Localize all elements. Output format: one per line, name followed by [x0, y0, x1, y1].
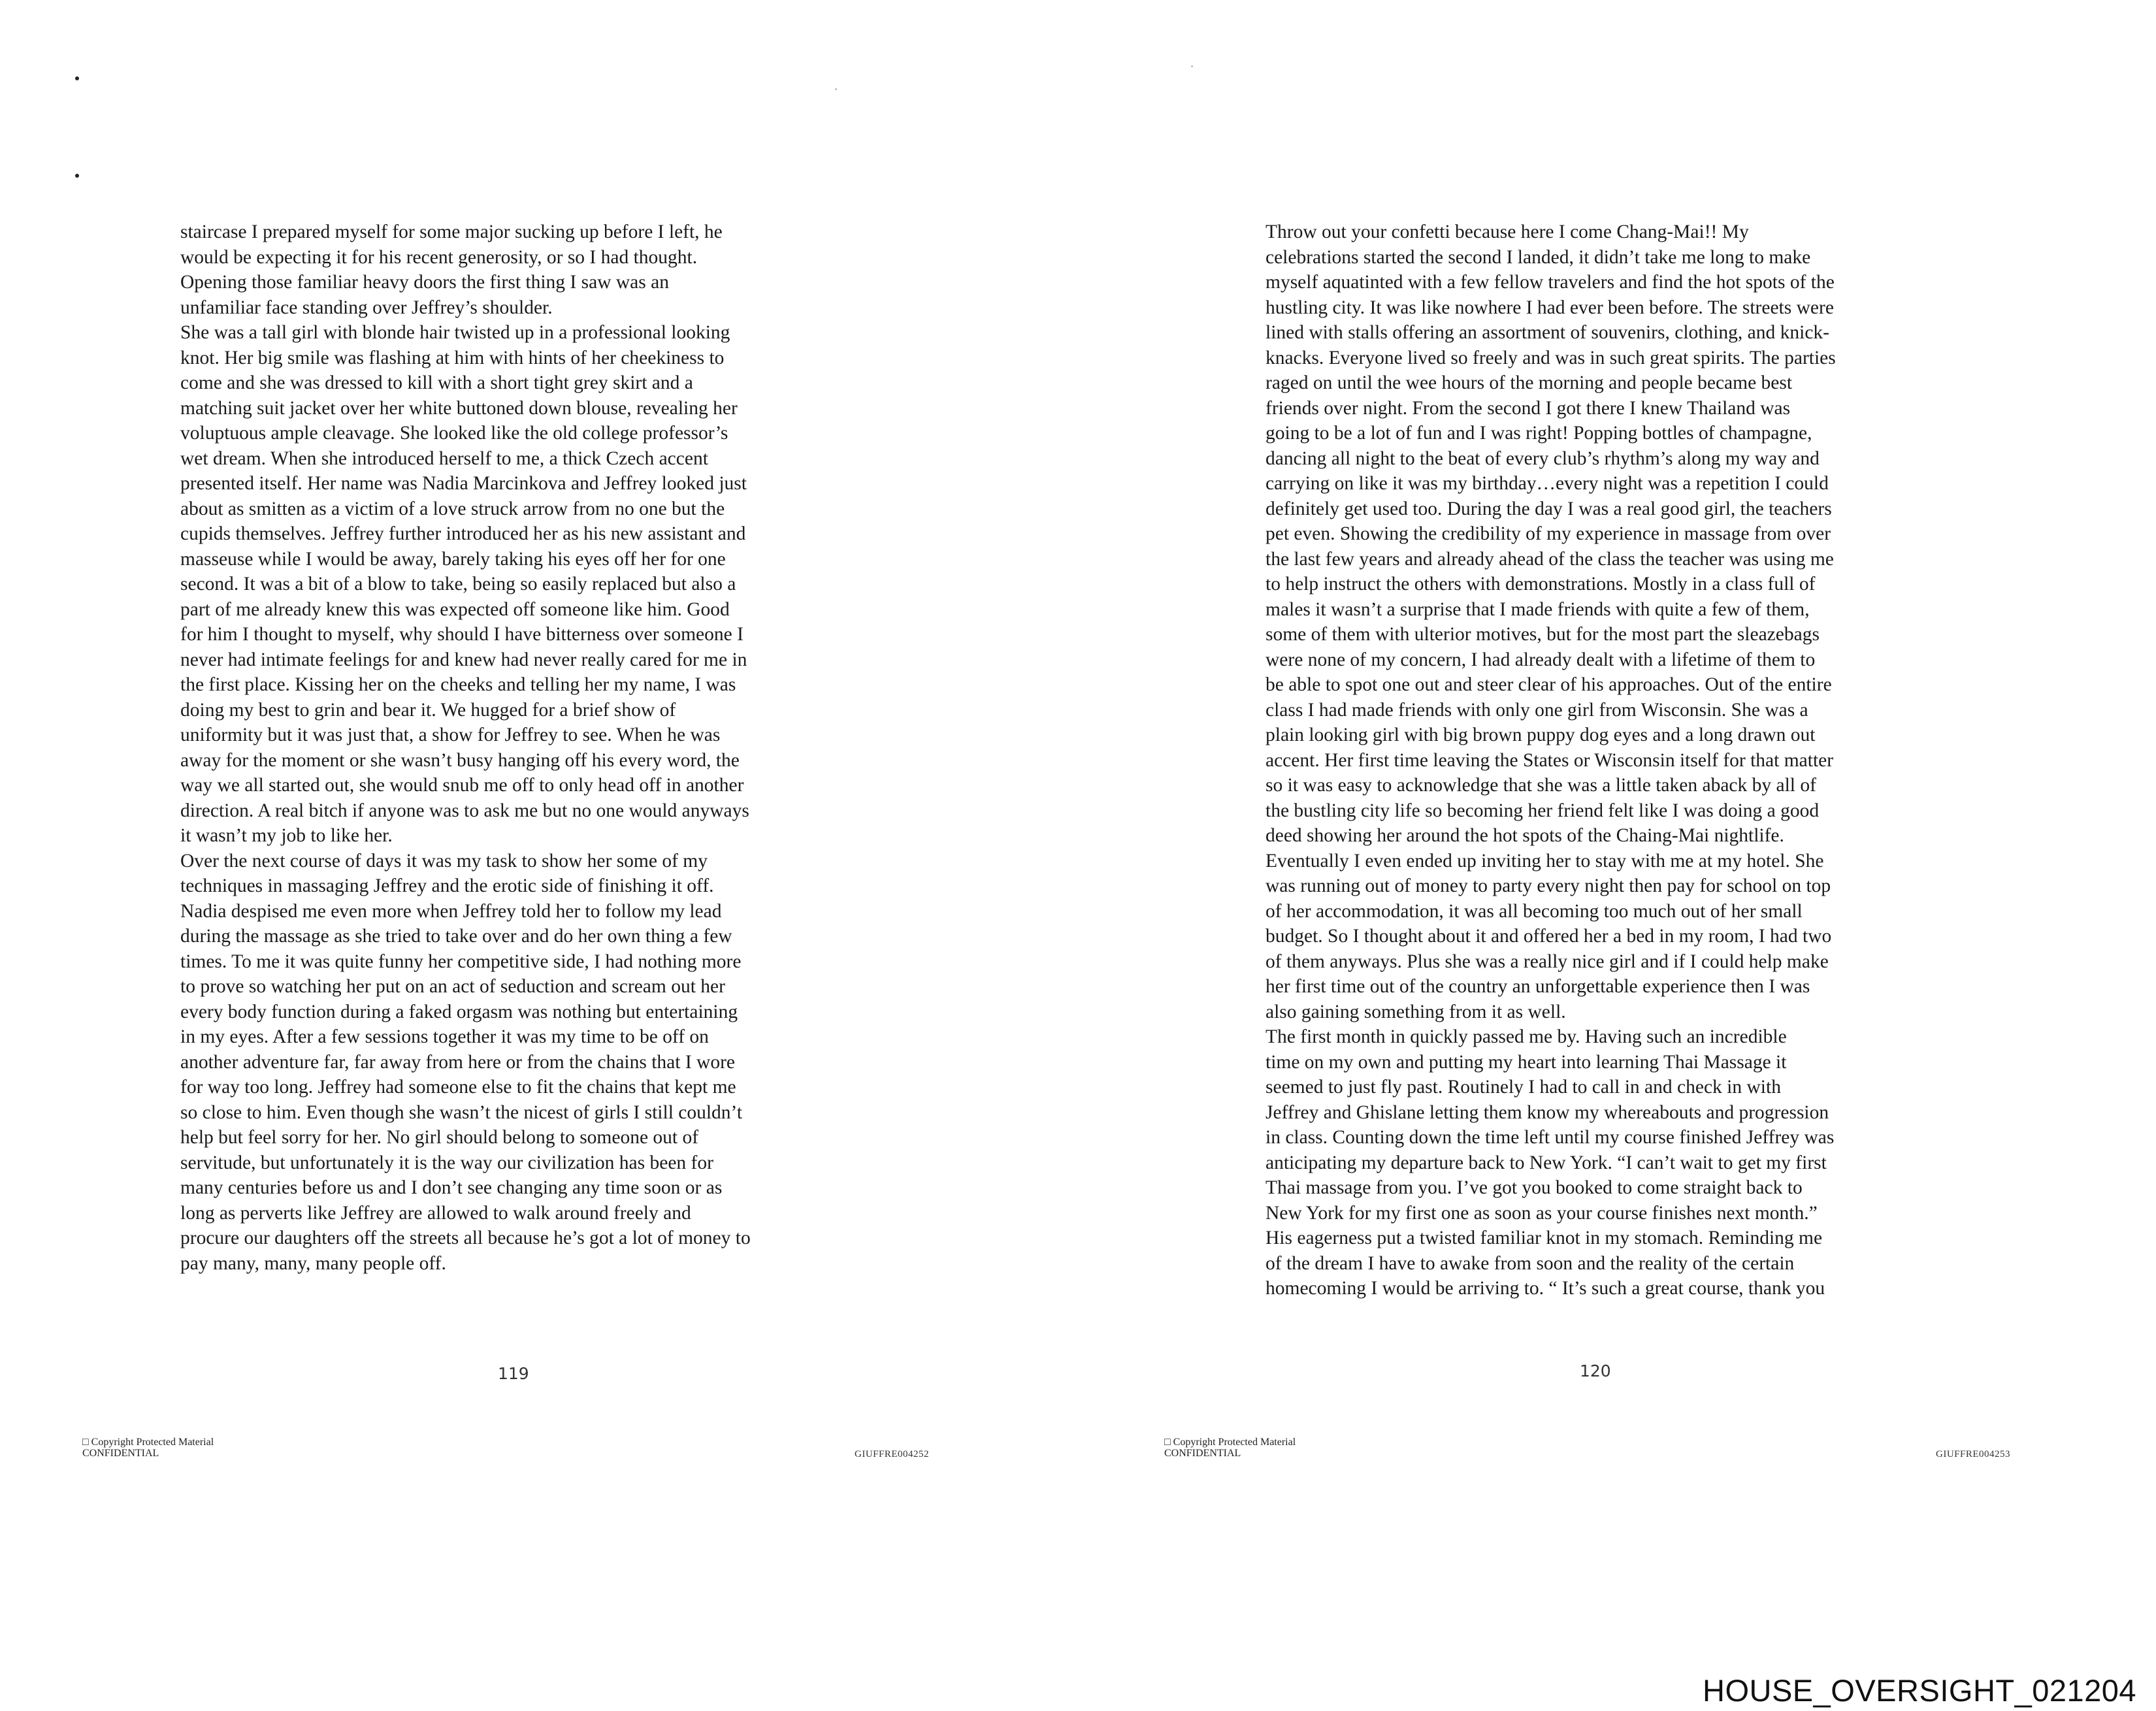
left-page-number: 119	[498, 1364, 529, 1383]
copyright-line: □ Copyright Protected Material	[1164, 1437, 1296, 1448]
house-oversight-stamp: HOUSE_OVERSIGHT_021204	[1703, 1673, 2137, 1708]
right-bates-number: GIUFFRE004253	[1936, 1449, 2011, 1459]
right-paragraph: Throw out your confetti because here I come Chang-Mai!! My celebrations started the second I landed, it didn’t take me long to make myself aquatinted with a few fellow travelers and find the hot spots of the hustling city. It was like nowhere I had ever been before. The streets were lined with stalls offering an assortment of souvenirs, clothing, and knick- knacks. Everyone lived so freely and was in such great spirits. The parties raged on until the wee hours of the morning and people became best friends over night. From the second I got there I knew Thailand was going to be a lot of fun and I was right! Popping bottles of champagne, dancing all night to the beat of every club’s rhythm’s along my way and carrying on like it was my birthday…every night was a repetition I could definitely get used too. During the day I was a real good girl, the teachers pet even. Showing the credibility of my experience in massage from over the last few years and already ahead of the class the teacher was using me to help instruct the others with demonstrations. Mostly in a class full of males it wasn’t a surprise that I made friends with quite a few of them, some of them with ulterior motives, but for the most part the sleazebags were none of my concern, I had already dealt with a lifetime of them to be able to spot one out and steer clear of his approaches. Out of the entire class I had made friends with only one girl from Wisconsin. She was a plain looking girl with big brown puppy dog eyes and a long drawn out accent. Her first time leaving the States or Wisconsin itself for that matter so it was easy to acknowledge that she was a little taken aback by all of the bustling city life so becoming her friend felt like I was doing a good deed showing her around the hot spots of the Chaing-Mai nightlife. Eventually I even ended up inviting her to stay with me at my hotel. She was running out of money to party every night then pay for school on top of her accommodation, it was all becoming too much out of her small budget. So I thought about it and offered her a bed in my room, I had two of them anyways. Plus she was a really nice girl and if I could help make her first time out of the country an unforgettable experience then I was also gaining something from it as well.	[1266, 221, 1836, 1022]
confidential-label: CONFIDENTIAL	[1164, 1448, 1241, 1459]
left-paragraph: Over the next course of days it was my task to show her some of my techniques in massaging Jeffrey and the erotic side of finishing it off. Nadia despised me even more when Jeffrey told her to follow my lead during the massage as she tried to take over and do her own thing a few times. To me it was quite funny her competitive side, I had nothing more to prove so watching her put on an act of seduction and scream out her every body function during a faked orgasm was nothing but entertaining in my eyes. After a few sessions together it was my time to be off on another adventure far, far away from here or from the chains that I wore for way too long. Jeffrey had someone else to fit the chains that kept me so close to him. Even though she wasn’t the nicest of girls I still couldn’t help but feel sorry for her. No girl should belong to someone out of servitude, but unfortunately it is the way our civilization has been for many centuries before us and I don’t see changing any time soon or as long as perverts like Jeffrey are allowed to walk around freely and procure our daughters off the streets all because he’s got a lot of money to pay many, many, many people off.	[180, 850, 751, 1274]
scan-dot	[75, 76, 79, 80]
left-paragraph: She was a tall girl with blonde hair twisted up in a professional looking knot. Her big smile was flashing at him with hints of her cheekiness to come and she was dressed to kill with a short tight grey skirt and a matching suit jacket over her white buttoned down blouse, revealing her voluptuous ample cleavage. She looked like the old college professor’s wet dream. When she introduced herself to me, a thick Czech accent presented itself. Her name was Nadia Marcinkova and Jeffrey looked just about as smitten as a victim of a love struck arrow from no one but the cupids themselves. Jeffrey further introduced her as his new assistant and masseuse while I would be away, barely taking his eyes off her for one second. It was a bit of a blow to take, being so easily replaced but also a part of me already knew this was expected off someone like him. Good for him I thought to myself, why should I have bitterness over someone I never had intimate feelings for and knew had never really cared for me in the first place. Kissing her on the cheeks and telling her my name, I was doing my best to grin and bear it. We hugged for a brief show of uniformity but it was just that, a show for Jeffrey to see. When he was away for the moment or she wasn’t busy hanging off his every word, the way we all started out, she would snub me off to only head off in another direction. A real bitch if anyone was to ask me but no one would anyways it wasn’t my job to like her.	[180, 322, 749, 846]
scan-speck	[1191, 65, 1193, 67]
left-paragraph: staircase I prepared myself for some major sucking up before I left, he would be expecting it for his recent generosity, or so I had thought. Opening those familiar heavy doors the first thing I saw was an unfamiliar face standing over Jeffrey’s shoulder.	[180, 221, 723, 318]
copyright-line: □ Copyright Protected Material	[82, 1437, 214, 1448]
left-copyright-notice	[82, 1437, 214, 1459]
scan-dot	[75, 174, 79, 178]
confidential-label: CONFIDENTIAL	[82, 1448, 159, 1459]
right-copyright-notice	[1164, 1437, 1296, 1459]
right-page-number: 120	[1580, 1361, 1611, 1380]
scan-speck	[835, 88, 837, 90]
left-bates-number: GIUFFRE004252	[855, 1449, 930, 1459]
right-page-text	[1266, 220, 1932, 1301]
left-page-text	[180, 220, 847, 1276]
right-paragraph: The first month in quickly passed me by. Having such an incredible time on my own and putting my heart into learning Thai Massage it seemed to just fly past. Routinely I had to call in and check in with Jeffrey and Ghislane letting them know my whereabouts and progression in class. Counting down the time left until my course finished Jeffrey was anticipating my departure back to New York. “I can’t wait to get my first Thai massage from you. I’ve got you booked to come straight back to New York for my first one as soon as your course finishes next month.” His eagerness put a twisted familiar knot in my stomach. Reminding me of the dream I have to awake from soon and the reality of the certain homecoming I would be arriving to. “ It’s such a great course, thank you	[1266, 1026, 1835, 1299]
